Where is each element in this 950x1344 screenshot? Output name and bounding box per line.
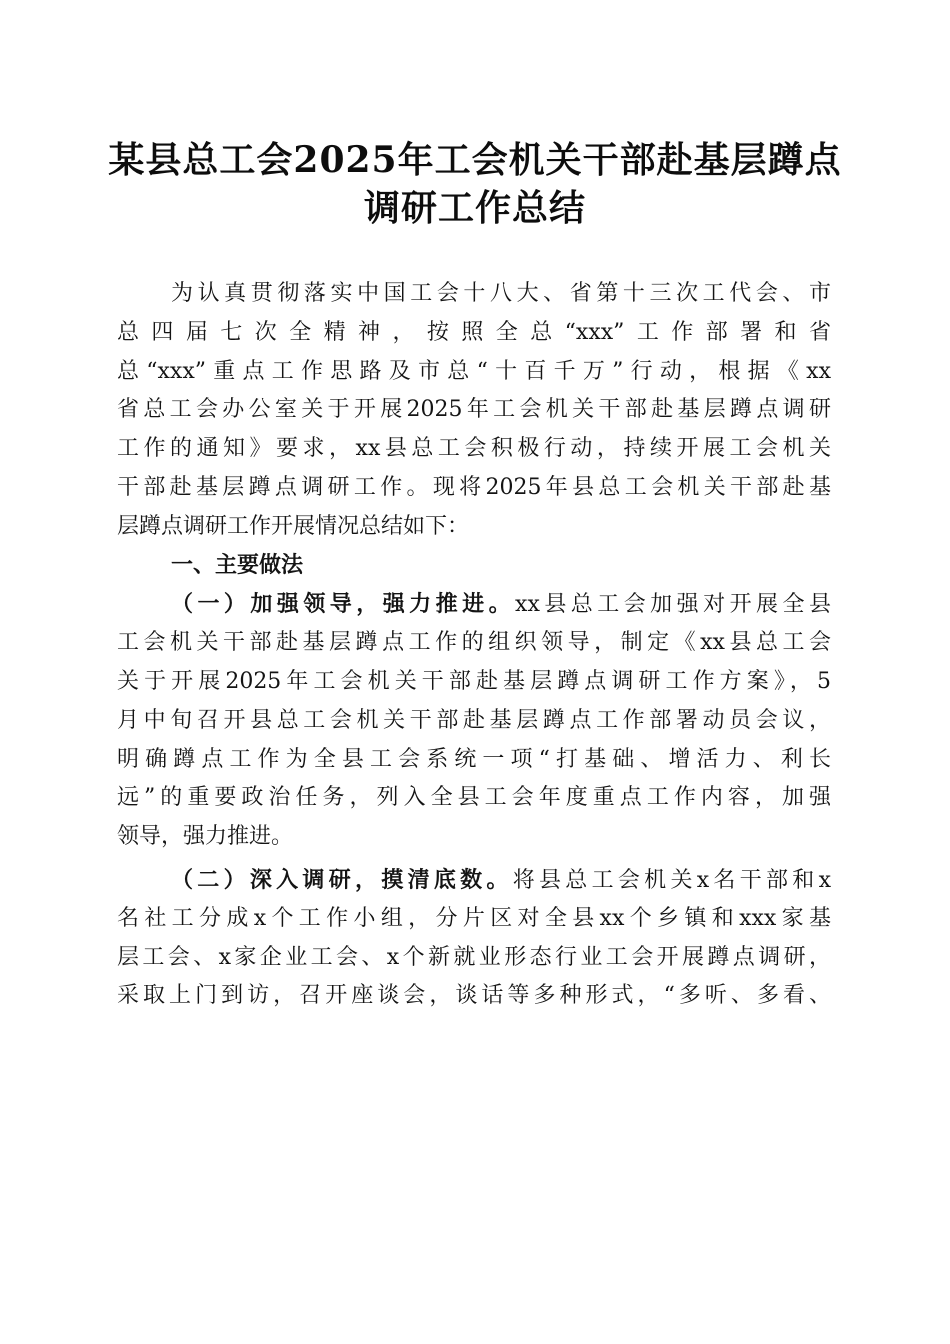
subsection-2-line: 采取上门到访，召开座谈会，谈话等多种形式，“多听、多看、 — [117, 983, 831, 1009]
subsection-1-line: 远”的重要政治任务，列入全县工会年度重点工作内容，加强 — [117, 785, 831, 811]
title-line-1: 某县总工会2025年工会机关干部赴基层蹲点 — [108, 139, 842, 181]
intro-line: 工作的通知》要求，xx县总工会积极行动，持续开展工会机关 — [117, 436, 831, 462]
subsection-1-first-line-text: xx县总工会加强对开展全县 — [515, 592, 831, 618]
subsection-1-line: 关于开展2025年工会机关干部赴基层蹲点调研工作方案》，5 — [117, 668, 831, 694]
subsection-1-line: 月中旬召开县总工会机关干部赴基层蹲点工作部署动员会议， — [117, 707, 831, 733]
intro-line: 总四届七次全精神，按照全总“xxx”工作部署和省 — [117, 319, 831, 345]
document-title — [100, 136, 850, 232]
intro-line: 省总工会办公室关于开展2025年工会机关干部赴基层蹲点调研 — [117, 397, 831, 423]
subsection-1-line: 领导，强力推进。 — [117, 824, 294, 850]
subsection-2-first-line — [117, 861, 831, 900]
intro-line: 总“xxx”重点工作思路及市总“十百千万”行动，根据《xx — [117, 358, 831, 384]
document-body — [117, 275, 831, 1016]
subsection-1-paragraph — [117, 585, 831, 857]
subsection-2-line: 层工会、x家企业工会、x个新就业形态行业工会开展蹲点调研， — [117, 944, 831, 970]
subsection-1-line: 明确蹲点工作为全县工会系统一项“打基础、增活力、利长 — [117, 746, 831, 772]
intro-line: 层蹲点调研工作开展情况总结如下： — [117, 513, 470, 539]
intro-line: 为认真贯彻落实中国工会十八大、省第十三次工代会、市 — [171, 281, 831, 306]
subsection-2-paragraph — [117, 861, 831, 1016]
section-heading-main-practices: 一、主要做法 — [171, 552, 304, 578]
title-line-2: 调研工作总结 — [363, 187, 586, 229]
subsection-1-heading: （一）加强领导，强力推进。 — [171, 591, 516, 618]
subsection-2-heading: （二）深入调研，摸清底数。 — [171, 866, 513, 893]
subsection-1-first-line — [117, 585, 831, 624]
subsection-1-line: 工会机关干部赴基层蹲点工作的组织领导，制定《xx县总工会 — [117, 630, 831, 656]
intro-line: 干部赴基层蹲点调研工作。现将2025年县总工会机关干部赴基 — [117, 474, 831, 500]
intro-paragraph — [117, 275, 831, 547]
subsection-2-line: 名社工分成x个工作小组，分片区对全县xx个乡镇和xxx家基 — [117, 905, 831, 931]
subsection-2-first-line-text: 将县总工会机关x名干部和x — [512, 867, 831, 893]
